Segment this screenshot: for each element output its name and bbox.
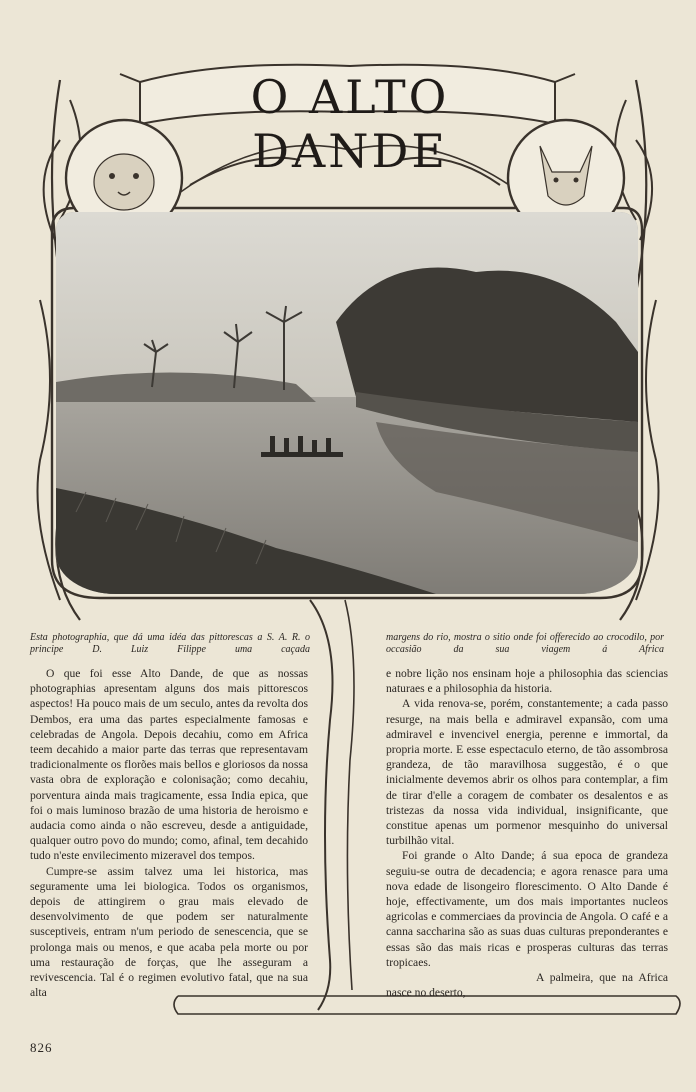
article-paragraph: Foi grande o Alto Dande; á sua epoca de grandeza seguiu-se outra de decadencia; e agora renasce para uma nova edade de lisongeiro florescimento. O Alto Dande é hoje, effectivamente, um dos mais importantes nucleos agricolas e commerciaes da provincia de Angola. O café e a canna saccharina são as suas duas culturas preponderantes e essas são das mais ricas e prosperas culturas das terras tropicaes. xyxy=(386,849,668,969)
page-number: 826 xyxy=(30,1040,53,1055)
photo-caption-left: Esta photographia, que dá uma idéa das pittorescas a S. A. R. o principe D. Luiz Filippe uma caçada xyxy=(30,632,310,655)
article-paragraph: A palmeira, que na Africa nasce no deserto, xyxy=(386,971,668,1000)
page-title: O ALTO DANDE xyxy=(250,70,450,178)
article-column-right xyxy=(386,666,668,1000)
article-paragraph: Cumpre-se assim talvez uma lei historica, mas seguramente uma lei biologica. Todos os organismos, depois de attingirem o grau mais elevado de desenvolvimento de que podem ser naturalmente susceptiveis, entram n'um periodo de senescencia, que se prolonga mais ou menos, e que acaba pela morte ou por uma restauração de forças, que lhe asseguram a revivescencia. Tal é o regimen evolutivo fatal, que na sua alta xyxy=(30,864,308,1000)
photo-caption-right: margens do rio, mostra o sitio onde foi offerecido ao crocodilo, por occasião da sua viagem á Africa xyxy=(386,632,664,655)
article-paragraph: A vida renova-se, porém, constantemente; a cada passo resurge, na mais bella e admiravel expansão, com uma admiravel e invencivel energia, perenne e immortal, da propria morte. E esse espectaculo eterno, de tão assombrosa grandeza, de tão maravilhosa suggestão, é o que inicialmente devemos abrir os olhos para contemplar, a fim de tirar d'elle a coragem de combater os desalentos e as tristezas da nossa vida individual, insignificante, que constitue apenas um pormenor mesquinho do universal turbilhão vital. xyxy=(386,697,668,848)
article-column-left xyxy=(30,666,308,1000)
river-photograph xyxy=(56,212,638,594)
article-paragraph: O que foi esse Alto Dande, de que as nossas photographias apresentam alguns dos mais pittorescos aspectos! Ha pouco mais de um seculo, antes da revolta dos Dembos, era uma das partes especialmente famosas e celebradas de Angola. Depois decahiu, como em Africa teem decahido a maior parte das terras que representavam tradicionalmente os florões mais bellos e gloriosos da nossa vasta obra de exploração e colonisação; como decahiu, porventura ainda mais tragicamente, essa India epica, que foi o mais luminoso brazão de uma historia de heroismo e audacia como ainda o não escreveu, desde a antiguidade, qualquer outro povo do mundo; como, afinal, tem decahido tudo n'este envilecimento mizeravel dos tempos. xyxy=(30,667,308,863)
article-paragraph: e nobre lição nos ensinam hoje a philosophia das sciencias naturaes e a philosophia da historia. xyxy=(386,667,668,696)
